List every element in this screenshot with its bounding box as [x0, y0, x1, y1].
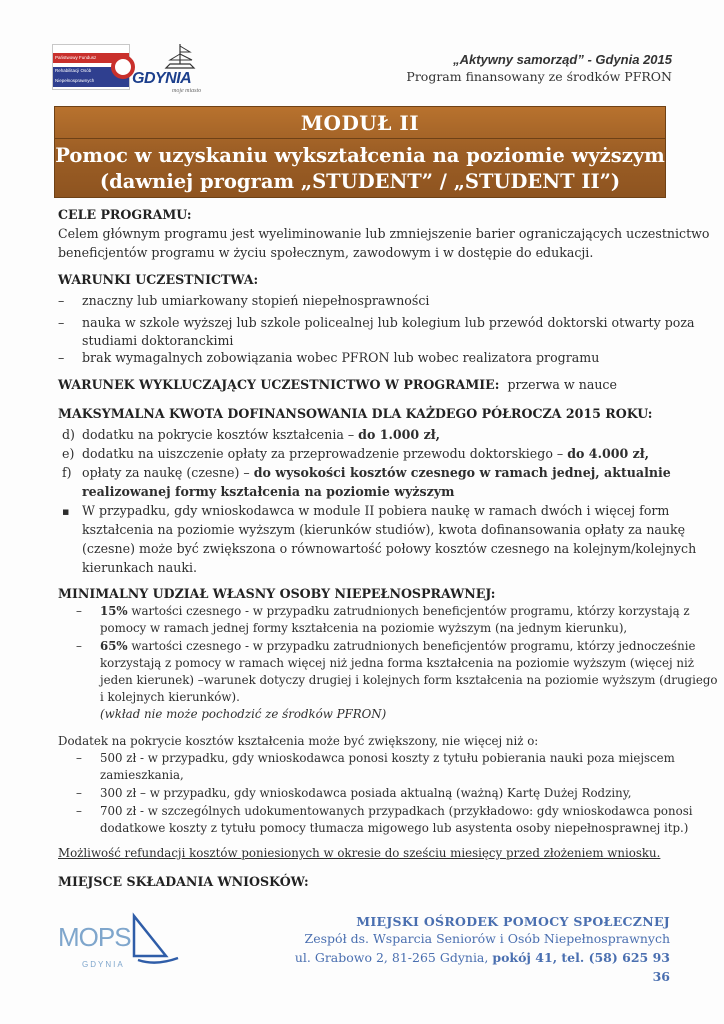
header-title: „Aktywny samorząd” - Gdynia 2015 — [453, 52, 672, 67]
miejsce-heading: MIEJSCE SKŁADANIA WNIOSKÓW: — [58, 874, 309, 889]
udzial-item-2-line-3: jeden kierunek) –warunek dotyczy drugiej i kolejnych form kształcenia na poziomie wyższym (drugiego — [100, 673, 718, 687]
header-subtitle: Program finansowany ze środków PFRON — [406, 69, 672, 84]
wykluczajacy-row — [58, 377, 617, 392]
dash-symbol: – — [76, 786, 82, 800]
cele-heading: CELE PROGRAMU: — [58, 207, 192, 222]
footer-team: Zespół ds. Wsparcia Seniorów i Osób Niepełnosprawnych — [304, 931, 670, 946]
kwota-item-d-text: dodatku na pokrycie kosztów kształcenia – — [82, 427, 359, 442]
mops-logo — [58, 912, 168, 972]
udzial-15-percent: 15% — [100, 604, 128, 618]
dash-symbol: – — [76, 604, 82, 618]
kwota-item-e-amount: do 4.000 zł, — [567, 446, 650, 461]
sail-icon — [126, 912, 186, 968]
warunki-item-2a: nauka w szkole wyższej lub szkole policealnej lub kolegium lub przewód doktorski otwarty poza — [82, 315, 695, 330]
dash-symbol: – — [76, 639, 82, 653]
footer-address — [290, 948, 670, 986]
udzial-65-percent: 65% — [100, 639, 128, 653]
kwota-item-f-text: opłaty za naukę (czesne) – — [82, 465, 254, 480]
udzial-item-2-line-4: i kolejnych kierunków). — [100, 690, 240, 704]
udzial-item-2-text: wartości czesnego - w przypadku zatrudnionych beneficjentów programu, którzy jednocześnie — [127, 639, 696, 653]
kwota-item-e-text: dodatku na uiszczenie opłaty za przeprowadzenie przewodu doktorskiego – — [82, 446, 568, 461]
banner-title-line1: Pomoc w uzyskaniu wykształcenia na poziomie wyższym — [55, 144, 665, 167]
mops-wordmark: MOPS — [58, 922, 131, 952]
warunki-item-1: znaczny lub umiarkowany stopień niepełnosprawności — [82, 293, 430, 308]
kwota-item-e — [82, 444, 649, 463]
dodatek-item-3-line-1: 700 zł - w szczególnych udokumentowanych przypadkach (przykładowo: gdy wnioskodawca ponosi — [100, 804, 693, 818]
udzial-item-2-line-2: korzystają z pomocy w ramach więcej niż jedna forma kształcenia na poziomie wyższym (więcej niż — [100, 656, 694, 670]
warunki-item-3: brak wymagalnych zobowiązania wobec PFRON lub wobec realizatora programu — [82, 350, 600, 365]
footer-address-text: ul. Grabowo 2, 81-265 Gdynia, — [294, 950, 493, 965]
dodatek-item-2: 300 zł – w przypadku, gdy wnioskodawca posiada aktualną (ważną) Kartę Dużej Rodziny, — [100, 786, 632, 800]
gdynia-logo — [132, 42, 212, 94]
module-title: MODUŁ II — [300, 111, 420, 135]
dash-symbol: – — [58, 293, 65, 308]
refundacja-note: Możliwość refundacji kosztów poniesionych w okresie do sześciu miesięcy przed złożeniem wniosku. — [58, 846, 661, 860]
footer-room-phone: pokój 41, tel. (58) 625 93 36 — [492, 950, 670, 984]
kwota-bullet-line-3: (czesne) może być zwiększona o równowartość połowy kosztów czesnego na kolejnym/kolejnych — [82, 541, 697, 556]
dash-symbol: – — [76, 751, 82, 765]
kwota-label-e: e) — [62, 446, 75, 461]
pfron-logo-text-3: Niepełnosprawnych — [55, 78, 95, 83]
udzial-heading: MINIMALNY UDZIAŁ WŁASNY OSOBY NIEPEŁNOSPRAWNEJ: — [58, 586, 496, 601]
bullet-icon: ▪ — [62, 505, 70, 518]
cele-line-1: Celem głównym programu jest wyeliminowanie lub zmniejszenie barier ograniczających uczestnictwo — [58, 226, 710, 241]
kwota-item-f-line-2 — [82, 482, 454, 501]
udzial-item-2-line-1 — [100, 638, 695, 654]
udzial-note: (wkład nie może pochodzić ze środków PFRON) — [100, 707, 387, 721]
dash-symbol: – — [58, 315, 65, 330]
kwota-label-d: d) — [62, 427, 75, 442]
kwota-heading: MAKSYMALNA KWOTA DOFINANSOWANIA DLA KAŻDEGO PÓŁROCZA 2015 ROKU: — [58, 406, 653, 421]
udzial-item-1-line-1 — [100, 603, 690, 619]
warunki-heading: WARUNKI UCZESTNICTWA: — [58, 272, 259, 287]
udzial-item-1-text: wartości czesnego - w przypadku zatrudnionych beneficjentów programu, którzy korzystają z — [127, 604, 690, 618]
warunki-item-2b: studiami doktoranckimi — [82, 333, 234, 348]
wykluczajacy-value: przerwa w nauce — [507, 377, 617, 392]
ship-icon — [160, 42, 200, 72]
kwota-item-d — [82, 425, 440, 444]
footer-org: MIEJSKI OŚRODEK POMOCY SPOŁECZNEJ — [356, 914, 670, 929]
gdynia-tagline: moje miasto — [172, 88, 202, 94]
dodatek-item-1-line-2: zamieszkania, — [100, 768, 184, 782]
kwota-bullet-line-4: kierunkach nauki. — [82, 560, 198, 575]
dash-symbol: – — [76, 804, 82, 818]
dodatek-item-3-line-2: dodatkowe koszty z tytułu pomocy tłumacza migowego lub asystenta osoby niepełnosprawnej itp.) — [100, 821, 689, 835]
kwota-label-f: f) — [62, 465, 72, 480]
wykluczajacy-heading: WARUNEK WYKLUCZAJĄCY UCZESTNICTWO W PROGRAMIE: — [58, 377, 500, 392]
footer-contact — [290, 914, 670, 986]
dodatek-item-1-line-1: 500 zł - w przypadku, gdy wnioskodawca ponosi koszty z tytułu pobierania nauki poza miejscem — [100, 751, 675, 765]
dodatek-intro: Dodatek na pokrycie kosztów kształcenia może być zwiększony, nie więcej niż o: — [58, 734, 539, 748]
cele-line-2: beneficjentów programu w życiu społecznym, zawodowym i w dostępie do edukacji. — [58, 245, 594, 260]
module-banner — [54, 106, 666, 198]
kwota-item-f-bold-2: realizowanej formy kształcenia na poziomie wyższym — [82, 484, 455, 499]
pfron-logo-text-1: Państwowy Fundusz — [55, 55, 97, 60]
kwota-bullet-line-2: kształcenia na poziomie wyższym (kierunków studiów), kwota dofinansowania opłaty za naukę — [82, 522, 686, 537]
dash-symbol: – — [58, 350, 65, 365]
header-info — [312, 52, 672, 84]
kwota-item-f-bold-1: do wysokości kosztów czesnego w ramach jednej, aktualnie — [253, 465, 671, 480]
kwota-bullet-line-1: W przypadku, gdy wnioskodawca w module II pobiera naukę w ramach dwóch i więcej form — [82, 503, 670, 518]
udzial-item-1-line-2: pomocy w ramach jednej formy kształcenia na poziomie wyższym (na jednym kierunku), — [100, 621, 628, 635]
banner-divider — [55, 138, 665, 139]
banner-title-line2: (dawniej program „STUDENT” / „STUDENT II”) — [99, 170, 621, 193]
pfron-logo-text-2: Rehabilitacji Osób — [55, 68, 92, 73]
pfron-logo — [52, 44, 130, 90]
kwota-item-f — [82, 463, 671, 482]
kwota-item-d-amount: do 1.000 zł, — [358, 427, 440, 442]
mops-sub-wordmark: GDYNIA — [82, 960, 125, 969]
gdynia-wordmark: GDYNIA — [132, 70, 192, 87]
